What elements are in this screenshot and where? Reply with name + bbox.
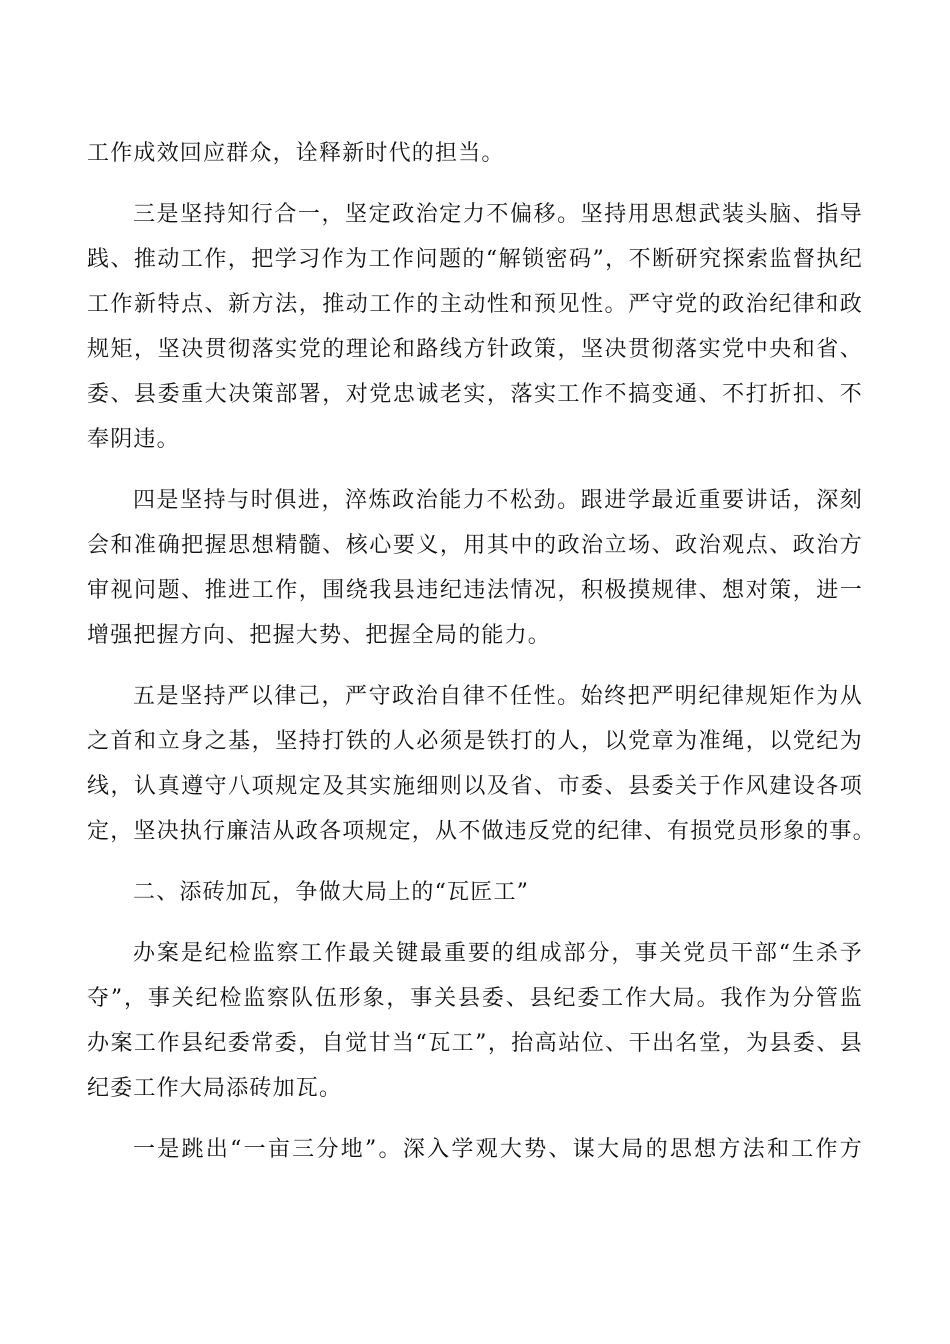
paragraph-line: 会和准确把握思想精髓、核心要义，用其中的政治立场、政治观点、政治方	[87, 533, 863, 558]
paragraph-line: 四是坚持与时俱进，淬炼政治能力不松劲。跟进学最近重要讲话，深刻	[133, 488, 863, 513]
paragraph-line: 定，坚决执行廉洁从政各项规定，从不做违反党的纪律、有损党员形象的事。	[87, 819, 876, 844]
paragraph-line: 审视问题、推进工作，围绕我县违纪违法情况，积极摸规律、想对策，进一	[87, 578, 863, 603]
paragraph-line: 办案工作县纪委常委，自觉甘当“瓦工”，抬高站位、干出名堂，为县委、县	[87, 1031, 863, 1056]
paragraph-line: 三是坚持知行合一，坚定政治定力不偏移。坚持用思想武装头脑、指导	[133, 202, 863, 227]
paragraph-line: 增强把握方向、把握大势、把握全局的能力。	[87, 623, 552, 648]
paragraph-line: 夺”，事关纪检监察队伍形象，事关县委、县纪委工作大局。我作为分管监	[87, 986, 863, 1011]
paragraph-line: 五是坚持严以律己，严守政治自律不任性。始终把严明纪律规矩作为从	[133, 684, 863, 709]
paragraph-line: 工作成效回应群众，诠释新时代的担当。	[87, 141, 505, 166]
paragraph-line: 办案是纪检监察工作最关键最重要的组成部分，事关党员干部“生杀予	[133, 941, 863, 966]
section-heading: 二、添砖加瓦，争做大局上的“瓦匠工”	[133, 880, 530, 905]
paragraph-line: 规矩，坚决贯彻落实党的理论和路线方针政策，坚决贯彻落实党中央和省、	[87, 337, 863, 362]
paragraph-line: 纪委工作大局添砖加瓦。	[87, 1076, 343, 1101]
paragraph-line: 奉阴违。	[87, 427, 180, 452]
paragraph-line: 工作新特点、新方法，推动工作的主动性和预见性。严守党的政治纪律和政	[87, 292, 863, 317]
paragraph-line: 线，认真遵守八项规定及其实施细则以及省、市委、县委关于作风建设各项	[87, 774, 863, 799]
paragraph-line: 之首和立身之基，坚持打铁的人必须是铁打的人，以党章为准绳，以党纪为	[87, 729, 863, 754]
document-body	[87, 131, 876, 1172]
paragraph-line: 一是跳出“一亩三分地”。深入学观大势、谋大局的思想方法和工作方	[133, 1137, 863, 1162]
paragraph-line: 践、推动工作，把学习作为工作问题的“解锁密码”，不断研究探索监督执纪	[87, 247, 863, 272]
paragraph-line: 委、县委重大决策部署，对党忠诚老实，落实工作不搞变通、不打折扣、不	[87, 382, 863, 407]
